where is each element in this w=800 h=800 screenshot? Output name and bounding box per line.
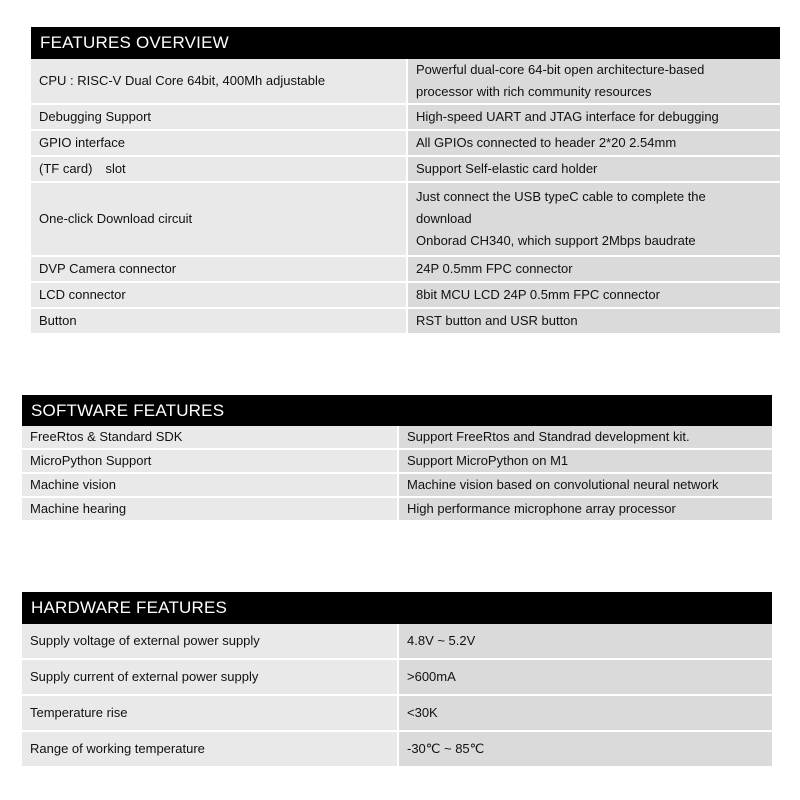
feature-value: 24P 0.5mm FPC connector [406, 257, 780, 283]
feature-label: Supply voltage of external power supply [22, 624, 397, 660]
feature-value: <30K [397, 696, 772, 732]
feature-value: Support FreeRtos and Standrad development kit. [397, 426, 772, 450]
features-overview-section [31, 27, 780, 335]
feature-value: RST button and USR button [406, 309, 780, 335]
feature-value-line: Powerful dual-core 64-bit open architecture-based [416, 62, 705, 77]
feature-value: All GPIOs connected to header 2*20 2.54mm [406, 131, 780, 157]
software-features-table [22, 426, 772, 522]
feature-label: Machine hearing [22, 498, 397, 522]
feature-label: GPIO interface [31, 131, 406, 157]
table-row [31, 183, 780, 257]
table-row [22, 498, 772, 522]
feature-label: LCD connector [31, 283, 406, 309]
table-row [22, 732, 772, 768]
feature-value-line: processor with rich community resources [416, 84, 652, 99]
features-overview-table [31, 59, 780, 335]
table-row [31, 131, 780, 157]
feature-label: CPU : RISC-V Dual Core 64bit, 400Mh adjustable [31, 59, 406, 105]
feature-value [406, 183, 780, 257]
feature-value [406, 59, 780, 105]
feature-label: Debugging Support [31, 105, 406, 131]
feature-value: >600mA [397, 660, 772, 696]
table-row [31, 283, 780, 309]
table-row [22, 450, 772, 474]
feature-value: Support Self-elastic card holder [406, 157, 780, 183]
table-row [31, 309, 780, 335]
feature-value-line: Onborad CH340, which support 2Mbps baudrate [416, 233, 696, 248]
feature-value: 4.8V ~ 5.2V [397, 624, 772, 660]
hardware-features-title: HARDWARE FEATURES [22, 592, 772, 624]
feature-label: Machine vision [22, 474, 397, 498]
software-features-section [22, 395, 772, 522]
table-row [22, 696, 772, 732]
feature-value: High-speed UART and JTAG interface for debugging [406, 105, 780, 131]
hardware-features-section [22, 592, 772, 768]
hardware-features-table [22, 624, 772, 768]
features-overview-title: FEATURES OVERVIEW [31, 27, 780, 59]
table-row [31, 157, 780, 183]
feature-label: Range of working temperature [22, 732, 397, 768]
feature-value: Machine vision based on convolutional neural network [397, 474, 772, 498]
feature-label: DVP Camera connector [31, 257, 406, 283]
table-row [31, 105, 780, 131]
table-row [22, 660, 772, 696]
software-features-title: SOFTWARE FEATURES [22, 395, 772, 426]
feature-label: Supply current of external power supply [22, 660, 397, 696]
feature-label: One-click Download circuit [31, 183, 406, 257]
feature-label: MicroPython Support [22, 450, 397, 474]
feature-label: FreeRtos & Standard SDK [22, 426, 397, 450]
table-row [22, 624, 772, 660]
feature-value-line: Just connect the USB typeC cable to complete the [416, 189, 706, 204]
feature-label: Temperature rise [22, 696, 397, 732]
feature-value: High performance microphone array processor [397, 498, 772, 522]
table-row [31, 257, 780, 283]
table-row [22, 474, 772, 498]
feature-value: 8bit MCU LCD 24P 0.5mm FPC connector [406, 283, 780, 309]
feature-label: (TF card) slot [31, 157, 406, 183]
feature-value: -30℃ ~ 85℃ [397, 732, 772, 768]
table-row [31, 59, 780, 105]
feature-value-line: download [416, 211, 472, 226]
table-row [22, 426, 772, 450]
feature-value: Support MicroPython on M1 [397, 450, 772, 474]
feature-label: Button [31, 309, 406, 335]
